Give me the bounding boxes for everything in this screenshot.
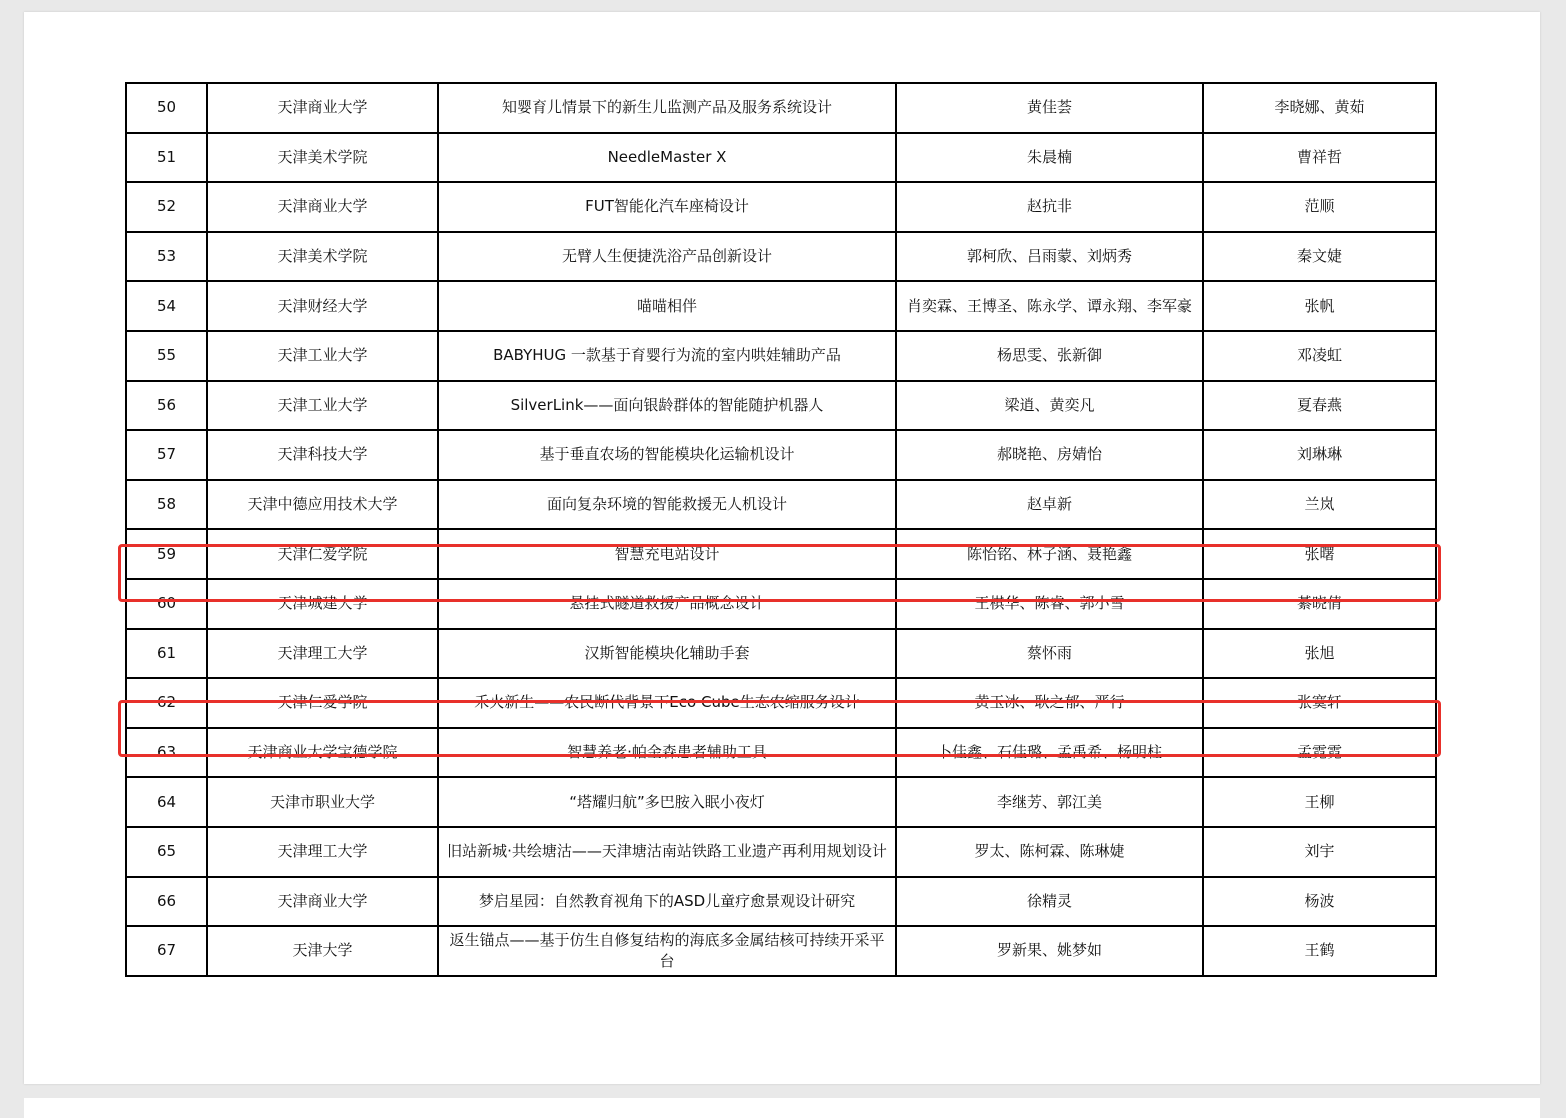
cell-authors: 郭柯欣、吕雨蒙、刘炳秀 xyxy=(896,232,1203,282)
table-row xyxy=(126,281,1436,331)
cell-advisor: 刘琳琳 xyxy=(1203,430,1436,480)
cell-project-title: 喵喵相伴 xyxy=(438,281,896,331)
cell-school: 天津工业大学 xyxy=(207,331,438,381)
cell-authors: 肖奕霖、王博圣、陈永学、谭永翔、李军豪 xyxy=(896,281,1203,331)
cell-project-title: 面向复杂环境的智能救援无人机设计 xyxy=(438,480,896,530)
cell-project-title: “塔耀归航”多巴胺入眠小夜灯 xyxy=(438,777,896,827)
cell-number: 55 xyxy=(126,331,207,381)
cell-school: 天津仁爱学院 xyxy=(207,529,438,579)
cell-advisor: 王柳 xyxy=(1203,777,1436,827)
table-row xyxy=(126,728,1436,778)
cell-authors: 黄佳荟 xyxy=(896,83,1203,133)
cell-number: 59 xyxy=(126,529,207,579)
table-row xyxy=(126,381,1436,431)
cell-advisor: 夏春燕 xyxy=(1203,381,1436,431)
cell-number: 60 xyxy=(126,579,207,629)
awards-table-body xyxy=(126,83,1436,976)
cell-project-title: BABYHUG 一款基于育婴行为流的室内哄娃辅助产品 xyxy=(438,331,896,381)
cell-number: 51 xyxy=(126,133,207,183)
cell-advisor: 王鹤 xyxy=(1203,926,1436,976)
cell-advisor: 张寞轩 xyxy=(1203,678,1436,728)
table-row xyxy=(126,430,1436,480)
cell-authors: 朱晨楠 xyxy=(896,133,1203,183)
cell-project-title: 返生锚点——基于仿生自修复结构的海底多金属结核可持续开采平台 xyxy=(438,926,896,976)
cell-advisor: 李晓娜、黄茹 xyxy=(1203,83,1436,133)
cell-advisor: 孟霓霓 xyxy=(1203,728,1436,778)
table-row xyxy=(126,480,1436,530)
cell-project-title: 基于垂直农场的智能模块化运输机设计 xyxy=(438,430,896,480)
cell-authors: 罗新果、姚梦如 xyxy=(896,926,1203,976)
cell-school: 天津仁爱学院 xyxy=(207,678,438,728)
table-row xyxy=(126,83,1436,133)
cell-school: 天津商业大学 xyxy=(207,83,438,133)
table-row xyxy=(126,232,1436,282)
cell-authors: 罗太、陈柯霖、陈琳婕 xyxy=(896,827,1203,877)
cell-project-title: 禾火新生——农民断代背景下Eco Cube生态农缩服务设计 xyxy=(438,678,896,728)
cell-school: 天津市职业大学 xyxy=(207,777,438,827)
cell-number: 62 xyxy=(126,678,207,728)
cell-advisor: 范顺 xyxy=(1203,182,1436,232)
cell-school: 天津大学 xyxy=(207,926,438,976)
table-row xyxy=(126,926,1436,976)
table-row xyxy=(126,182,1436,232)
cell-number: 58 xyxy=(126,480,207,530)
cell-advisor: 曹祥哲 xyxy=(1203,133,1436,183)
cell-number: 53 xyxy=(126,232,207,282)
cell-project-title: 悬挂式隧道救援产品概念设计 xyxy=(438,579,896,629)
cell-advisor: 兰岚 xyxy=(1203,480,1436,530)
cell-advisor: 邓凌虹 xyxy=(1203,331,1436,381)
cell-advisor: 张曙 xyxy=(1203,529,1436,579)
cell-number: 61 xyxy=(126,629,207,679)
awards-table xyxy=(125,82,1437,977)
table-row xyxy=(126,777,1436,827)
cell-authors: 梁逍、黄奕凡 xyxy=(896,381,1203,431)
cell-school: 天津中德应用技术大学 xyxy=(207,480,438,530)
cell-project-title: FUT智能化汽车座椅设计 xyxy=(438,182,896,232)
table-row xyxy=(126,529,1436,579)
document-page xyxy=(24,12,1540,1084)
cell-school: 天津财经大学 xyxy=(207,281,438,331)
cell-school: 天津城建大学 xyxy=(207,579,438,629)
cell-advisor: 张帆 xyxy=(1203,281,1436,331)
cell-advisor: 秦文婕 xyxy=(1203,232,1436,282)
cell-number: 63 xyxy=(126,728,207,778)
cell-number: 50 xyxy=(126,83,207,133)
cell-authors: 徐精灵 xyxy=(896,877,1203,927)
cell-school: 天津理工大学 xyxy=(207,629,438,679)
cell-authors: 卜佳鑫、石佳璐、孟禹希、杨明柱 xyxy=(896,728,1203,778)
cell-number: 65 xyxy=(126,827,207,877)
cell-authors: 郝晓艳、房婧怡 xyxy=(896,430,1203,480)
cell-school: 天津商业大学 xyxy=(207,182,438,232)
cell-number: 64 xyxy=(126,777,207,827)
cell-school: 天津美术学院 xyxy=(207,133,438,183)
cell-authors: 陈怡铭、林子涵、聂艳鑫 xyxy=(896,529,1203,579)
cell-advisor: 刘宇 xyxy=(1203,827,1436,877)
table-row xyxy=(126,629,1436,679)
cell-project-title: 智慧养老·帕金森患者辅助工具 xyxy=(438,728,896,778)
cell-advisor: 张旭 xyxy=(1203,629,1436,679)
cell-school: 天津商业大学宝德学院 xyxy=(207,728,438,778)
cell-school: 天津科技大学 xyxy=(207,430,438,480)
cell-project-title: NeedleMaster X xyxy=(438,133,896,183)
cell-advisor: 杨波 xyxy=(1203,877,1436,927)
cell-authors: 蔡怀雨 xyxy=(896,629,1203,679)
next-page-edge xyxy=(24,1098,1540,1118)
table-row xyxy=(126,579,1436,629)
cell-number: 56 xyxy=(126,381,207,431)
cell-project-title: 知婴育儿情景下的新生儿监测产品及服务系统设计 xyxy=(438,83,896,133)
table-row xyxy=(126,877,1436,927)
table-row xyxy=(126,678,1436,728)
cell-number: 52 xyxy=(126,182,207,232)
cell-authors: 黄玉冰、耿之郁、严行 xyxy=(896,678,1203,728)
cell-school: 天津美术学院 xyxy=(207,232,438,282)
table-row xyxy=(126,827,1436,877)
cell-project-title: 旧站新城·共绘塘沽——天津塘沽南站铁路工业遗产再利用规划设计 xyxy=(438,827,896,877)
cell-school: 天津商业大学 xyxy=(207,877,438,927)
cell-authors: 赵卓新 xyxy=(896,480,1203,530)
cell-authors: 王棋华、陈睿、郭小雪 xyxy=(896,579,1203,629)
cell-project-title: 梦启星园：自然教育视角下的ASD儿童疗愈景观设计研究 xyxy=(438,877,896,927)
cell-authors: 杨思雯、张新御 xyxy=(896,331,1203,381)
cell-project-title: 智慧充电站设计 xyxy=(438,529,896,579)
table-row xyxy=(126,133,1436,183)
cell-number: 67 xyxy=(126,926,207,976)
cell-authors: 李继芳、郭江美 xyxy=(896,777,1203,827)
cell-project-title: 无臂人生便捷洗浴产品创新设计 xyxy=(438,232,896,282)
cell-school: 天津工业大学 xyxy=(207,381,438,431)
cell-number: 66 xyxy=(126,877,207,927)
cell-project-title: 汉斯智能模块化辅助手套 xyxy=(438,629,896,679)
cell-advisor: 綦晓倩 xyxy=(1203,579,1436,629)
cell-project-title: SilverLink——面向银龄群体的智能随护机器人 xyxy=(438,381,896,431)
cell-authors: 赵抗非 xyxy=(896,182,1203,232)
table-row xyxy=(126,331,1436,381)
cell-number: 57 xyxy=(126,430,207,480)
cell-school: 天津理工大学 xyxy=(207,827,438,877)
cell-number: 54 xyxy=(126,281,207,331)
